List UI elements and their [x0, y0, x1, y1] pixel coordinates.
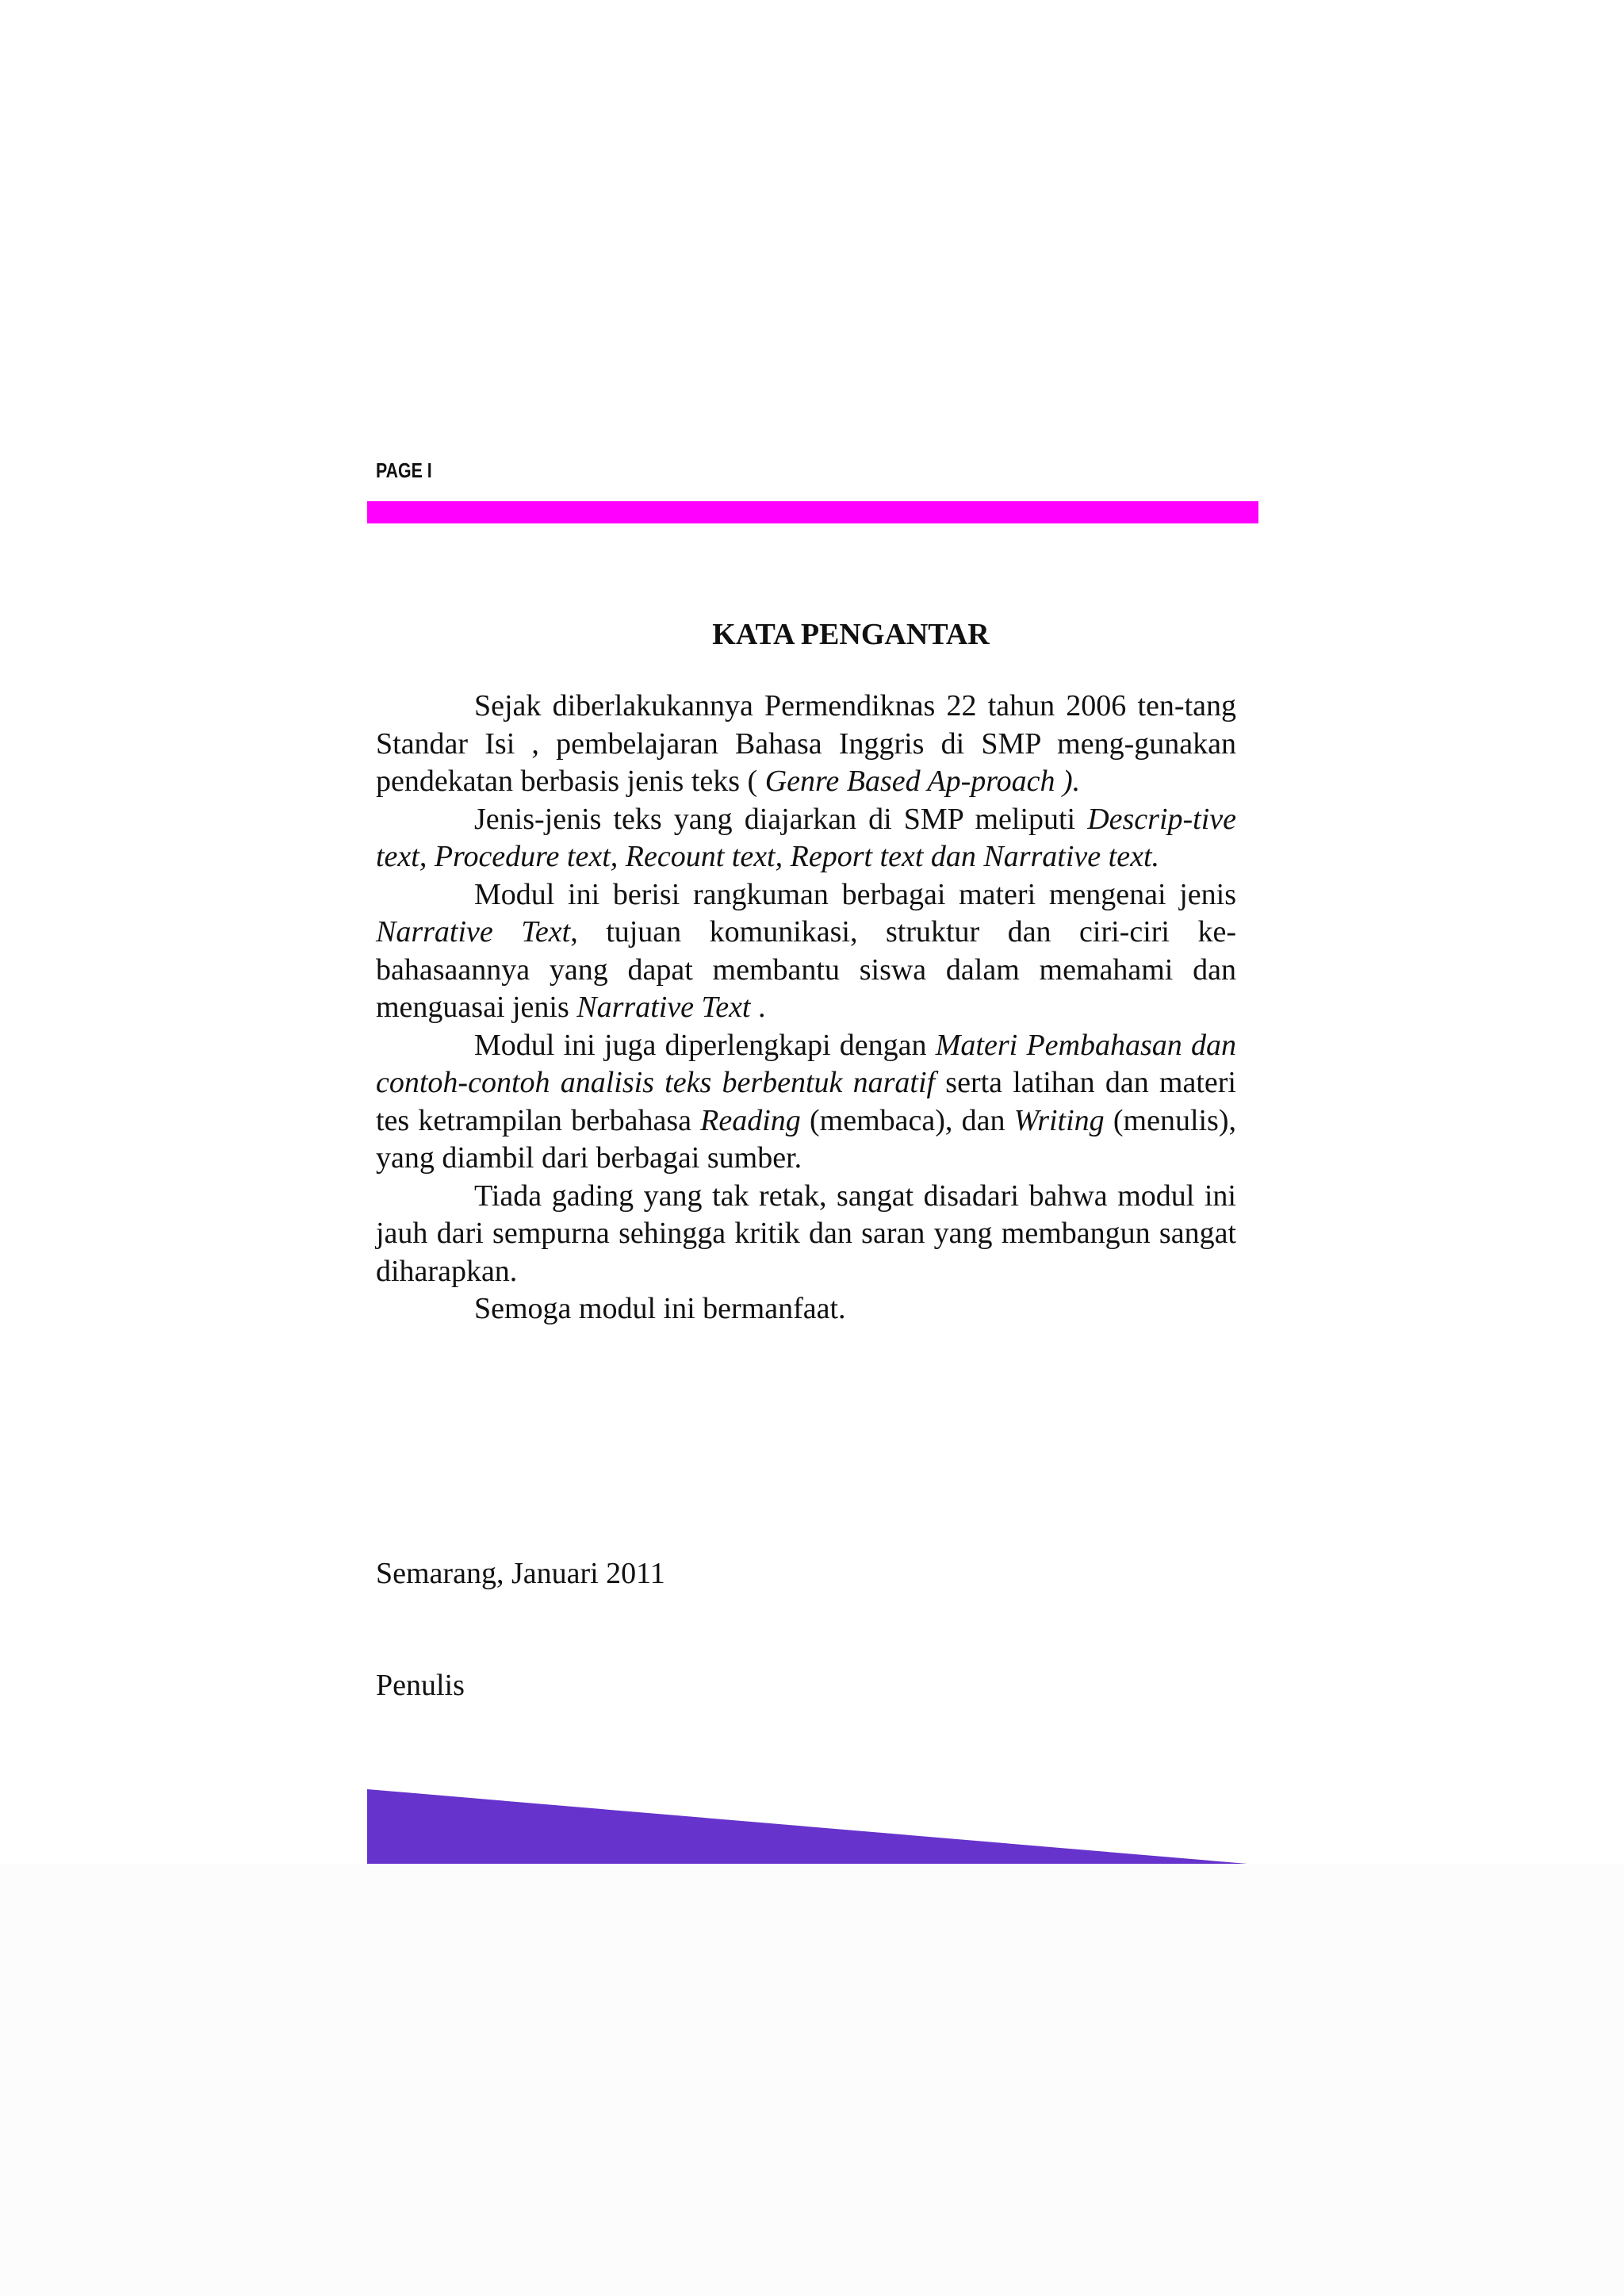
author-signature: Penulis: [376, 1669, 465, 1702]
paragraph-6-text: Semoga modul ini bermanfaat.: [474, 1292, 846, 1325]
paragraph-2-text: Jenis-jenis teks yang diajarkan di SMP meliputi: [474, 802, 1088, 836]
paragraph-4-italic-3: Writing: [1013, 1103, 1105, 1137]
bottom-wedge-shape: [367, 1789, 1247, 1864]
paragraph-4: [376, 1027, 1236, 1178]
paragraph-4-text-a: Modul ini juga diperlengkapi dengan: [474, 1028, 936, 1062]
top-decorative-bar: [367, 501, 1258, 523]
page-label: PAGE I: [376, 458, 432, 482]
paragraph-3-italic-2: Narrative Text: [576, 991, 751, 1024]
paragraph-1-italic: Genre Based Ap-proach ).: [764, 765, 1081, 798]
paragraph-6: [376, 1290, 1236, 1328]
paragraph-1-text: Sejak diberlakukannya Permendiknas 22 tahun 2006 ten-tang Standar Isi , pembelajaran Bahasa Inggris di SMP meng-gunakan pendekatan berbasis jenis teks (: [376, 689, 1236, 798]
paragraph-3-text-c: .: [750, 991, 766, 1024]
paragraph-1: [376, 688, 1236, 801]
paragraph-3-italic-1: Narrative Text: [376, 915, 571, 949]
paragraph-4-italic-2: Reading: [700, 1103, 801, 1137]
paragraph-5: [376, 1178, 1236, 1291]
place-and-date: Semarang, Januari 2011: [376, 1557, 665, 1590]
paragraph-4-italic-1: Materi Pembahasan dan contoh-contoh analisis teks berbentuk naratif: [376, 1028, 1237, 1099]
paragraph-3-text-b: , tujuan komunikasi, struktur dan ciri-ciri ke-bahasaannya yang dapat membantu siswa dalam memahami dan menguasai jenis: [376, 915, 1236, 1024]
paragraph-3: [376, 876, 1236, 1027]
paragraph-2: [376, 801, 1236, 876]
bottom-decorative-wedge: [367, 1789, 1247, 1864]
lower-page-area: [0, 1864, 1624, 2296]
paragraph-3-text-a: Modul ini berisi rangkuman berbagai materi mengenai jenis: [474, 877, 1236, 911]
paragraph-2-italic: Descrip-tive text, Procedure text, Recount text, Report text dan Narrative text.: [376, 802, 1236, 873]
document-title: KATA PENGANTAR: [712, 618, 990, 651]
paragraph-4-text-b: serta latihan dan materi tes ketrampilan berbahasa: [376, 1066, 1236, 1137]
foreword-body: [376, 688, 1236, 1328]
paragraph-5-text: Tiada gading yang tak retak, sangat disadari bahwa modul ini jauh dari sempurna sehingga kritik dan saran yang membangun sangat diharapkan.: [376, 1179, 1236, 1288]
paragraph-4-text-d: (menulis), yang diambil dari berbagai sumber.: [376, 1103, 1236, 1175]
paragraph-4-text-c: (membaca), dan: [800, 1103, 1014, 1137]
